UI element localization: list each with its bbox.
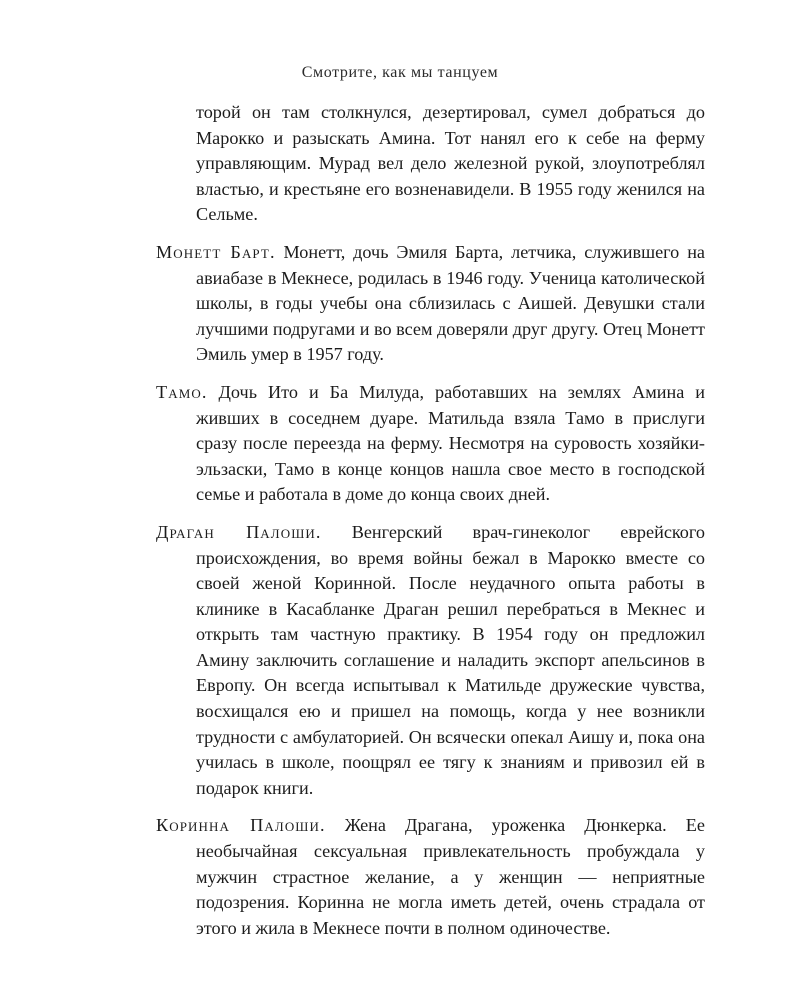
entry-dragan-paloshi xyxy=(156,520,705,802)
entry-name: Монетт Барт. xyxy=(156,241,276,262)
running-head: Смотрите, как мы танцуем xyxy=(301,64,499,81)
entry-text: Жена Драгана, уроженка Дюнкерка. Ее необычайная сексуальная привлекательность пробуждала у мужчин страстное желание, а у женщин — неприятные подозрения. Коринна не могла иметь детей, очень страдала от этого и жила в Мекнесе почти в полном одиночестве. xyxy=(196,815,705,938)
entry-name: Тамо. xyxy=(156,381,208,402)
entry-name: Коринна Палоши. xyxy=(156,815,326,836)
entry-text: Венгерский врач-гинеколог еврейского происхождения, во время войны бежал в Марокко вместе со своей женой Коринной. После неудачного опыта работы в клинике в Касабланке Драган решил перебраться в Мекнес и открыть там частную практику. В 1954 году он предложил Амину заключить соглашение и наладить экспорт апельсинов в Европу. Он всегда испытывал к Матильде дружеские чувства, восхищался ею и пришел на помощь, когда у нее возникли трудности с амбулаторией. Он всячески опекал Аишу и, пока она училась в школе, поощрял ее тягу к знаниям и привозил ей в подарок книги. xyxy=(196,521,706,798)
entry-continuation xyxy=(156,100,705,228)
entry-monette-barthe xyxy=(156,240,705,368)
entry-text: Дочь Ито и Ба Милуда, работавших на землях Амина и живших в соседнем дуаре. Матильда взяла Тамо в прислуги сразу после переезда на ферму. Несмотря на суровость хозяйки-эльзаски, Тамо в конце концов нашла свое место в господской семье и работала в доме до конца своих дней. xyxy=(196,381,706,505)
entry-name: Драган Палоши. xyxy=(156,521,322,542)
entry-text: торой он там столкнулся, дезертировал, сумел добраться до Марокко и разыскать Амина. Тот нанял его к себе на ферму управляющим. Мурад вел дело железной рукой, злоупотреблял властью, и крестьяне его возненавидели. В 1955 году женился на Сельме. xyxy=(196,102,705,225)
entry-corinne-paloshi xyxy=(156,813,705,941)
entry-tamo xyxy=(156,380,705,508)
entry-text: Монетт, дочь Эмиля Барта, летчика, служившего на авиабазе в Мекнесе, родилась в 1946 году. Ученица католической школы, в годы учебы она сблизилась с Аишей. Девушки стали лучшими подругами и во всем доверяли друг другу. Отец Монетт Эмиль умер в 1957 году. xyxy=(196,241,706,365)
page-body xyxy=(156,100,705,953)
